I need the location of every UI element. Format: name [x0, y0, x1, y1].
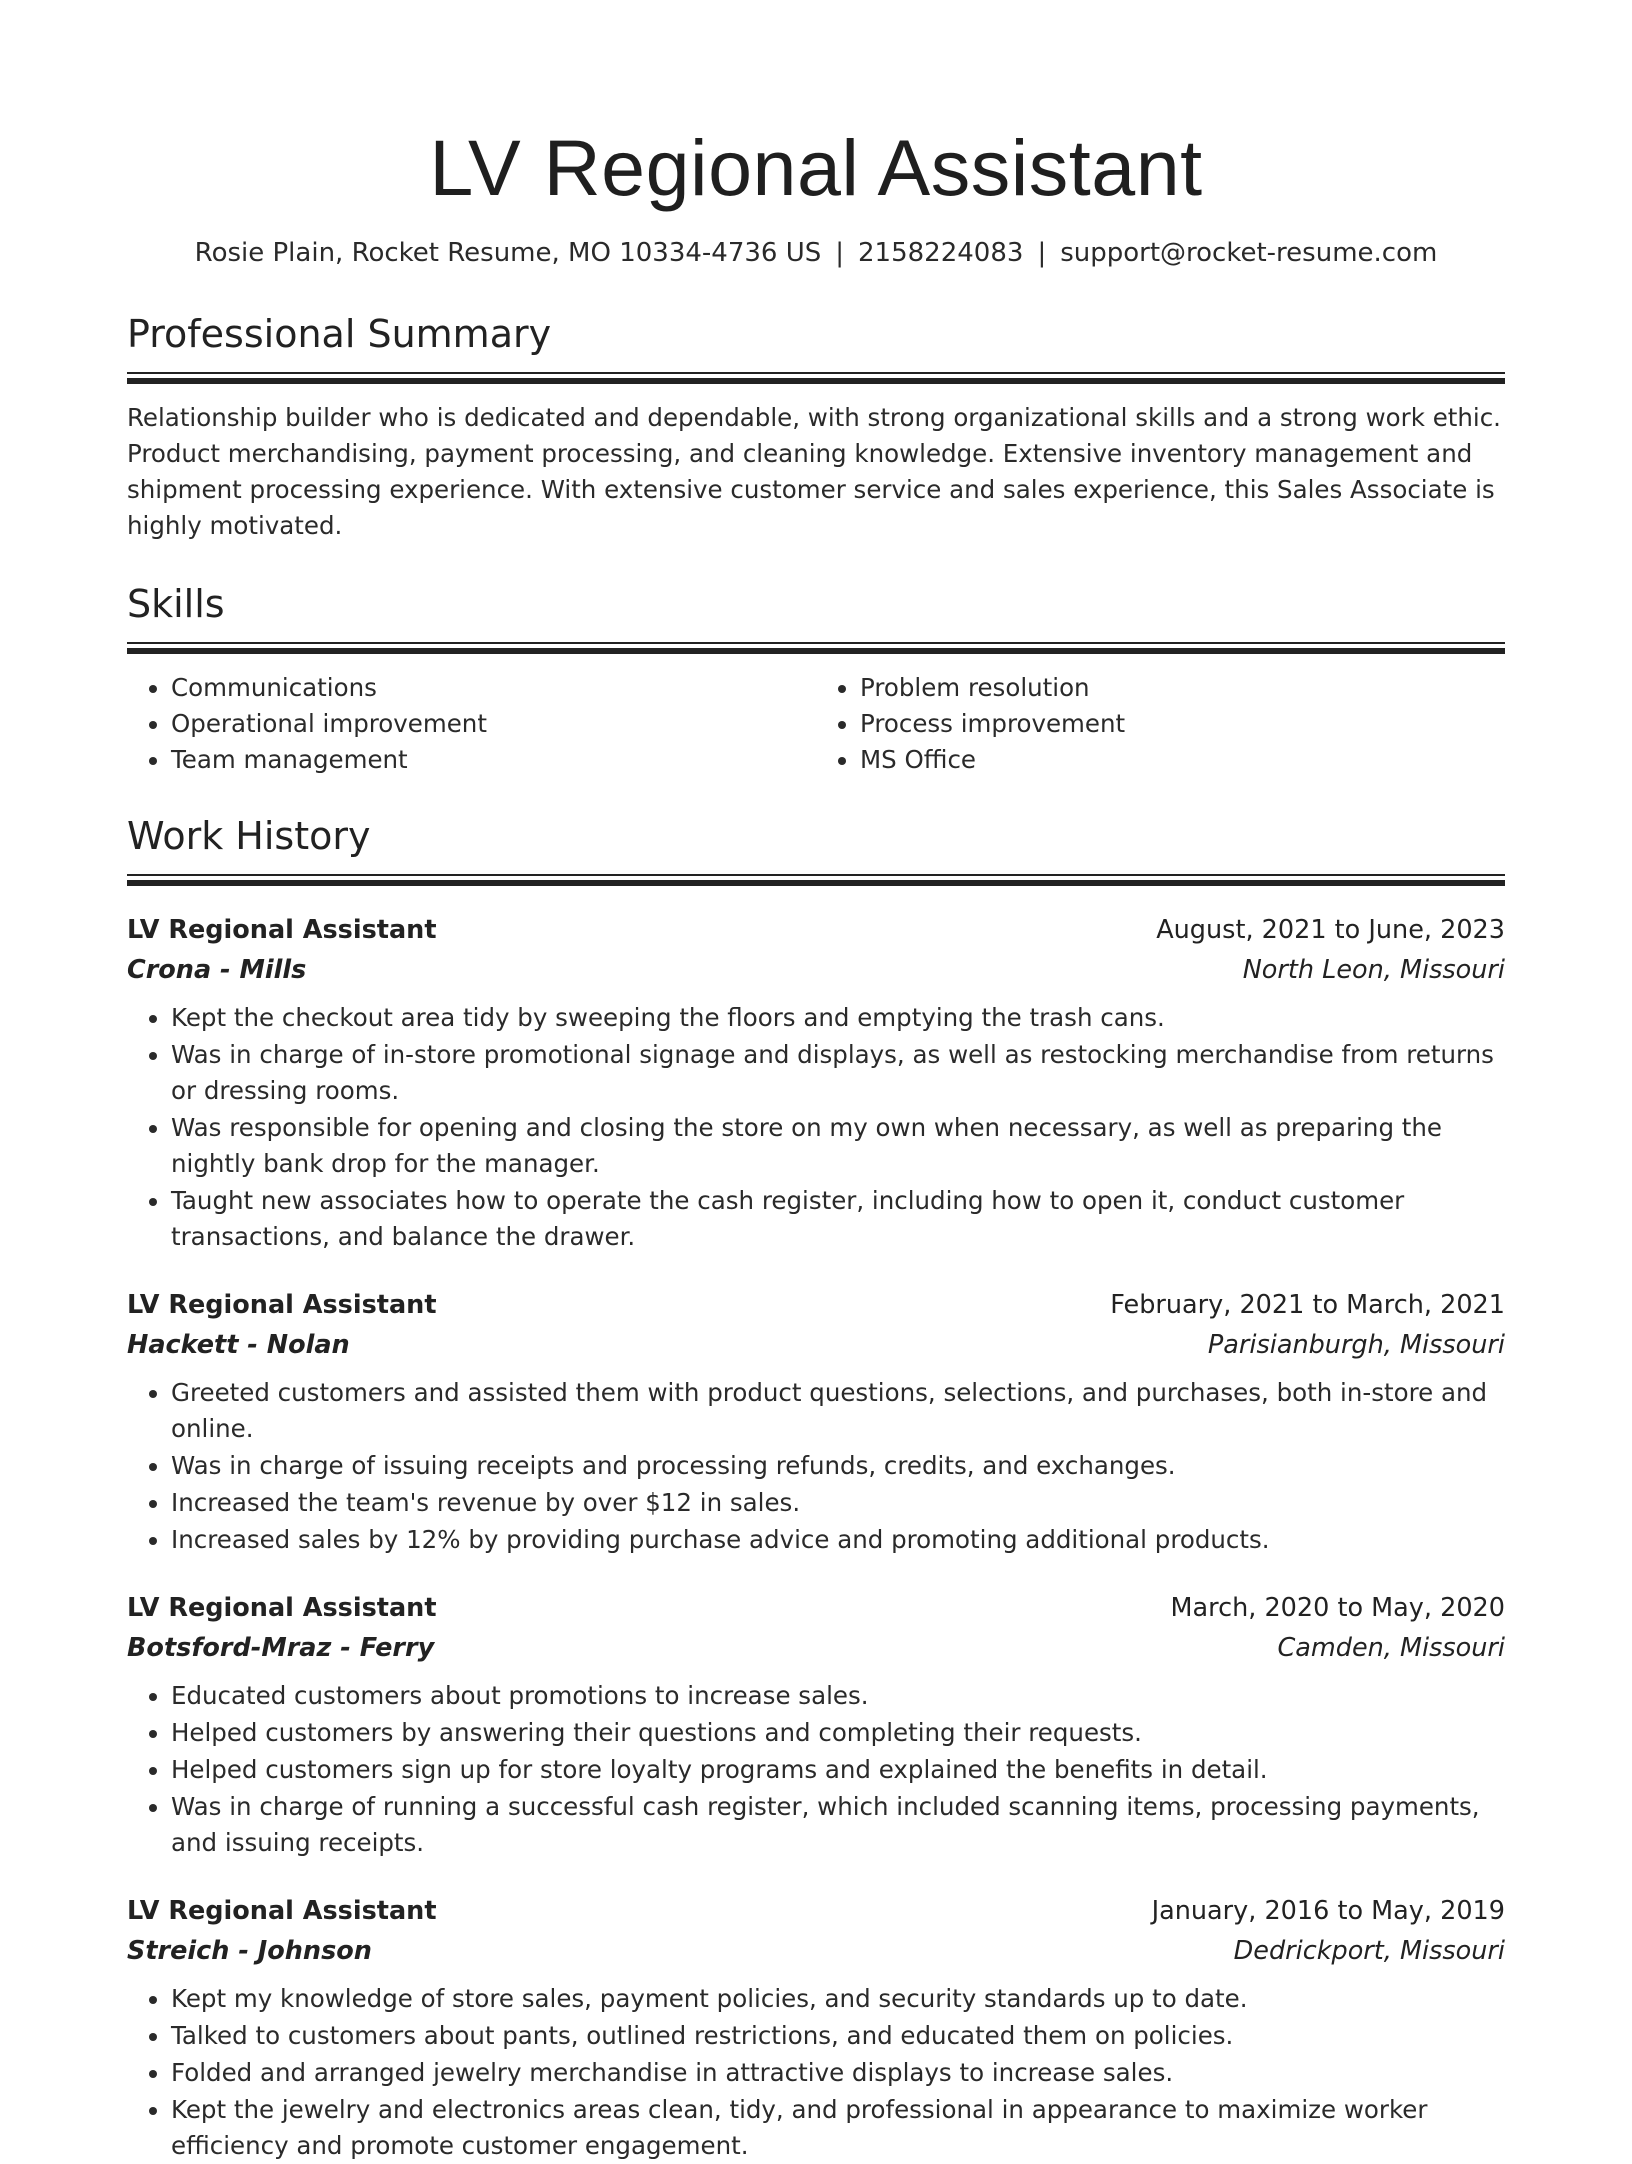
job-title: LV Regional Assistant: [127, 915, 437, 945]
work-history-section: [127, 812, 1505, 2164]
job-bullet: • Kept my knowledge of store sales, payment policies, and security standards up to date.: [171, 1981, 1505, 2017]
job-bullet: • Kept the checkout area tidy by sweeping the floors and emptying the trash cans.: [171, 1000, 1505, 1036]
summary-section: [127, 310, 1505, 544]
contact-email: support@rocket-resume.com: [1060, 238, 1438, 268]
skills-heading: Skills: [127, 582, 225, 626]
skill-item: • MS Office: [860, 742, 1505, 778]
skill-item: • Team management: [171, 742, 816, 778]
job-dates: March, 2020 to May, 2020: [1170, 1593, 1505, 1623]
job-entry: [127, 1891, 1505, 2164]
job-location: Camden, Missouri: [1277, 1633, 1505, 1663]
job-bullet: • Was responsible for opening and closing the store on my own when necessary, as well as preparing the nightly bank drop for the manager.: [171, 1110, 1505, 1182]
section-divider: [127, 372, 1505, 384]
job-entry: [127, 1285, 1505, 1558]
job-bullet: • Increased sales by 12% by providing purchase advice and promoting additional products.: [171, 1522, 1505, 1558]
skill-item: • Operational improvement: [171, 706, 816, 742]
job-bullets: [127, 1678, 1505, 1861]
job-dates: February, 2021 to March, 2021: [1110, 1290, 1505, 1320]
job-company: Crona - Mills: [127, 955, 307, 985]
job-bullet: • Was in charge of in-store promotional signage and displays, as well as restocking merchandise from returns or dressing rooms.: [171, 1037, 1505, 1109]
contact-separator: |: [835, 238, 845, 268]
job-bullet: • Increased the team's revenue by over $12 in sales.: [171, 1485, 1505, 1521]
contact-line: [127, 236, 1505, 270]
summary-text: Relationship builder who is dedicated and dependable, with strong organizational skills and a strong work ethic. Product merchandising, payment processing, and cleaning knowledge. Extensive inventory management and shipment processing experience. With extensive customer service and sales experience, this Sales Associate is highly motivated.: [127, 403, 1501, 540]
job-bullet: • Helped customers sign up for store loyalty programs and explained the benefits in detail.: [171, 1752, 1505, 1788]
contact-phone: 2158224083: [858, 238, 1024, 268]
section-divider: [127, 874, 1505, 886]
job-bullet: • Was in charge of running a successful cash register, which included scanning items, processing payments, and issuing receipts.: [171, 1789, 1505, 1861]
skills-column-right: [816, 670, 1505, 778]
job-entry: [127, 1588, 1505, 1861]
job-bullet: • Helped customers by answering their questions and completing their requests.: [171, 1715, 1505, 1751]
job-location: Dedrickport, Missouri: [1233, 1936, 1505, 1966]
summary-heading: Professional Summary: [127, 312, 552, 356]
skill-item: • Problem resolution: [860, 670, 1505, 706]
job-company: Botsford-Mraz - Ferry: [127, 1633, 435, 1663]
job-dates: August, 2021 to June, 2023: [1156, 915, 1505, 945]
job-bullet: • Taught new associates how to operate the cash register, including how to open it, conduct customer transactions, and balance the drawer.: [171, 1183, 1505, 1255]
job-bullets: [127, 1000, 1505, 1255]
job-title: LV Regional Assistant: [127, 1896, 437, 1926]
job-bullet: • Kept the jewelry and electronics areas clean, tidy, and professional in appearance to maximize worker efficiency and promote customer engagement.: [171, 2092, 1505, 2164]
job-dates: January, 2016 to May, 2019: [1151, 1896, 1505, 1926]
job-bullet: • Greeted customers and assisted them with product questions, selections, and purchases, both in-store and online.: [171, 1375, 1505, 1447]
skill-item: • Communications: [171, 670, 816, 706]
job-bullet: • Educated customers about promotions to increase sales.: [171, 1678, 1505, 1714]
job-title: LV Regional Assistant: [127, 1593, 437, 1623]
skill-item: • Process improvement: [860, 706, 1505, 742]
job-bullet: • Folded and arranged jewelry merchandise in attractive displays to increase sales.: [171, 2055, 1505, 2091]
job-bullet: • Was in charge of issuing receipts and processing refunds, credits, and exchanges.: [171, 1448, 1505, 1484]
job-title: LV Regional Assistant: [127, 1290, 437, 1320]
job-entry: [127, 910, 1505, 1255]
skills-section: [127, 580, 1505, 778]
contact-separator: |: [1037, 238, 1047, 268]
skills-column-left: [127, 670, 816, 778]
contact-address: Rosie Plain, Rocket Resume, MO 10334-4736 US: [194, 238, 822, 268]
job-company: Hackett - Nolan: [127, 1330, 350, 1360]
resume-name: LV Regional Assistant: [429, 123, 1203, 212]
job-location: North Leon, Missouri: [1242, 955, 1505, 985]
job-location: Parisianburgh, Missouri: [1207, 1330, 1505, 1360]
work-history-heading: Work History: [127, 814, 371, 858]
job-bullets: [127, 1981, 1505, 2164]
job-bullets: [127, 1375, 1505, 1558]
job-company: Streich - Johnson: [127, 1936, 372, 1966]
job-bullet: • Talked to customers about pants, outlined restrictions, and educated them on policies.: [171, 2018, 1505, 2054]
section-divider: [127, 642, 1505, 654]
skills-list: [127, 670, 1505, 778]
